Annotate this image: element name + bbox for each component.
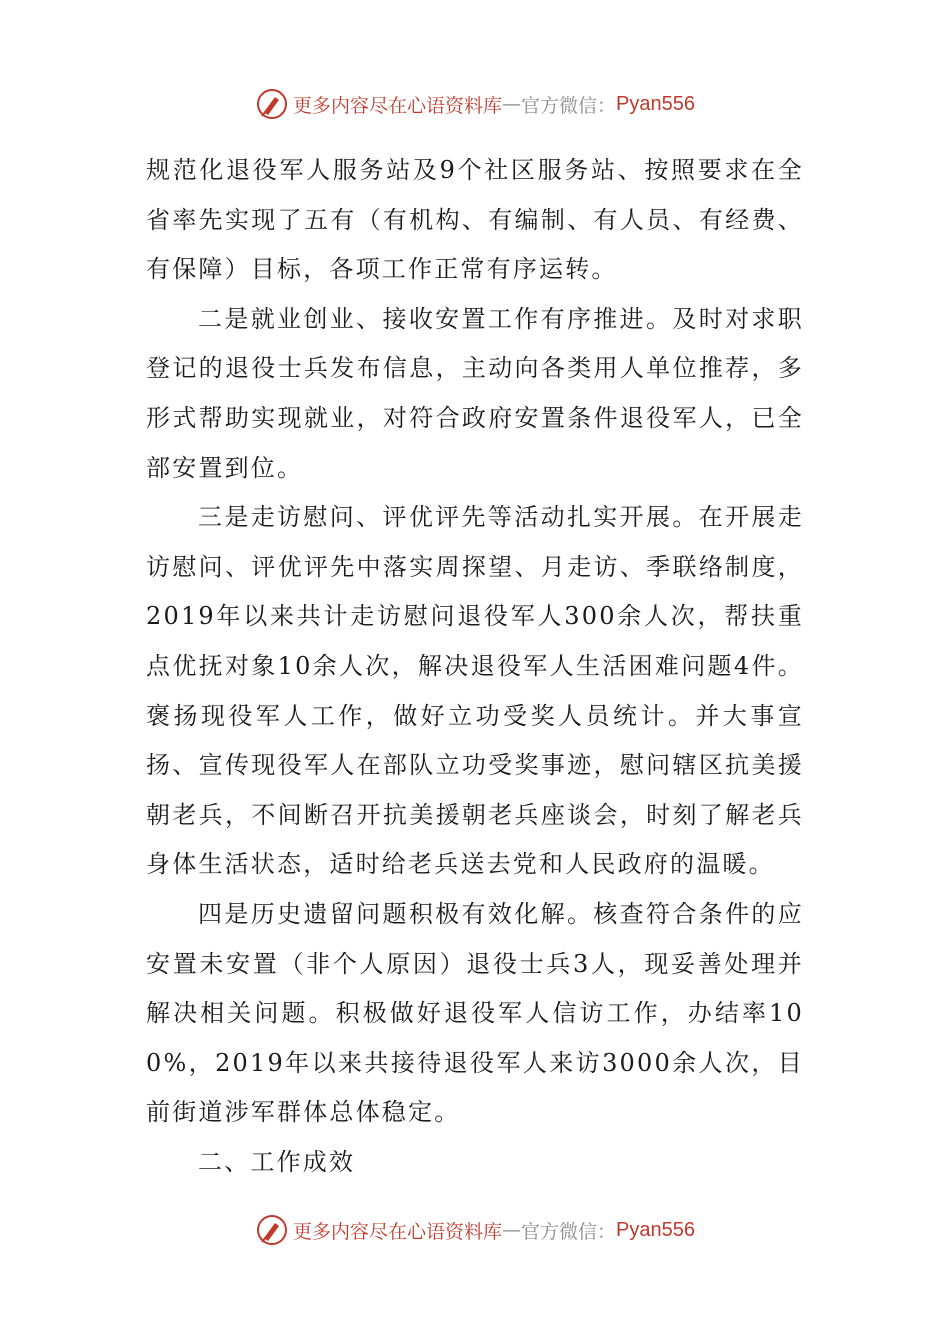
watermark-site-text: 更多内容尽在心语资料库 xyxy=(293,1220,503,1243)
watermark-banner-top xyxy=(0,86,950,122)
watermark-wechat-id: Pyan556 xyxy=(616,92,695,115)
pen-nib-logo-icon xyxy=(255,87,289,121)
watermark-wechat-label: 官方微信： xyxy=(521,94,617,117)
section-heading-results: 二、工作成效 xyxy=(198,1147,356,1176)
paragraph-historical-issues: 四是历史遗留问题积极有效化解。核查符合条件的应安置未安置（非个人原因）退役士兵3人，现妥善处理并解决相关问题。积极做好退役军人信访工作，办结率100%，2019年以来共接待退役军人来访3000余人次，目前街道涉军群体总体稳定。 xyxy=(146,899,804,1127)
document-body xyxy=(146,146,804,1187)
watermark-separator: — xyxy=(502,93,522,115)
watermark-wechat-id: Pyan556 xyxy=(616,1218,695,1241)
watermark-wechat-label: 官方微信： xyxy=(521,1220,617,1243)
paragraph-service-station: 规范化退役军人服务站及9个社区服务站、按照要求在全省率先实现了五有（有机构、有编制、有人员、有经费、有保障）目标，各项工作正常有序运转。 xyxy=(146,156,804,284)
watermark-banner-bottom xyxy=(0,1212,950,1248)
paragraph-visits: 三是走访慰问、评优评先等活动扎实开展。在开展走访慰问、评优评先中落实周探望、月走访、季联络制度，2019年以来共计走访慰问退役军人300余人次，帮扶重点优抚对象10余人次，解决退役军人生活困难问题4件。褒扬现役军人工作，做好立功受奖人员统计。并大事宣扬、宣传现役军人在部队立功受奖事迹，慰问辖区抗美援朝老兵，不间断召开抗美援朝老兵座谈会，时刻了解老兵身体生活状态，适时给老兵送去党和人民政府的温暖。 xyxy=(146,503,804,879)
watermark-separator: — xyxy=(502,1219,522,1241)
pen-nib-logo-icon xyxy=(255,1213,289,1247)
watermark-site-text: 更多内容尽在心语资料库 xyxy=(293,94,503,117)
paragraph-employment: 二是就业创业、接收安置工作有序推进。及时对求职登记的退役士兵发布信息，主动向各类用人单位推荐，多形式帮助实现就业，对符合政府安置条件退役军人，已全部安置到位。 xyxy=(146,304,804,482)
